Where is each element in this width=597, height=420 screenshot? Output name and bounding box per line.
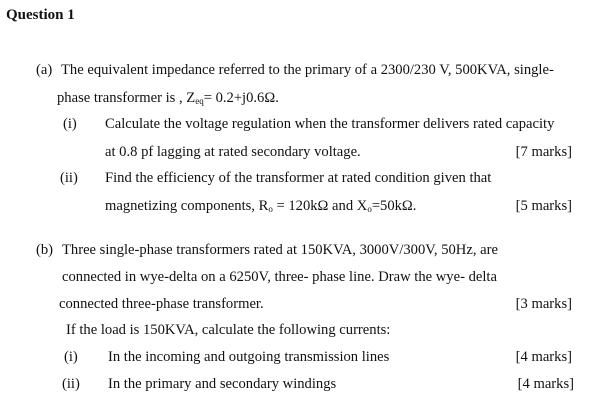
part-a-item-i-label: (i) (63, 116, 77, 132)
part-b-item-i-marks: [4 marks] (515, 349, 572, 365)
part-b-item-i-label: (i) (64, 349, 78, 365)
part-b-item-ii-text: In the primary and secondary windings (108, 376, 337, 392)
part-b-line3-marks: [3 marks] (515, 296, 572, 312)
part-b-item-ii-label: (ii) (62, 376, 80, 392)
part-a-item-i-marks: [7 marks] (515, 144, 572, 160)
part-a-line2-suffix: = 0.2+j0.6Ω. (203, 90, 279, 106)
question-title: Question 1 (6, 7, 75, 23)
part-a-label: (a) (36, 62, 53, 78)
part-b-item-ii-marks: [4 marks] (517, 376, 574, 392)
part-a-item-i-line2: at 0.8 pf lagging at rated secondary voltage. (105, 144, 361, 160)
part-a-item-ii-line2-a: magnetizing components, R (105, 198, 269, 214)
part-b-line3: connected three-phase transformer. (59, 296, 264, 312)
part-b-line2: connected in wye-delta on a 6250V, three- phase line. Draw the wye- delta (62, 269, 497, 285)
part-a-line1: The equivalent impedance referred to the primary of a 2300/230 V, 500KVA, single- (61, 62, 554, 78)
part-a-item-ii-marks: [5 marks] (515, 198, 572, 214)
part-a-line2 (57, 91, 279, 106)
part-a-item-ii-label: (ii) (60, 170, 78, 186)
part-a-line2-prefix: phase transformer is , Z (57, 90, 196, 106)
part-b-label: (b) (36, 242, 54, 258)
part-a-line2-sub: eq (195, 96, 204, 106)
part-a-item-ii-sub1: o (268, 204, 273, 214)
part-b-item-i-text: In the incoming and outgoing transmission lines (108, 349, 390, 365)
part-a-item-i-line1: Calculate the voltage regulation when the transformer delivers rated capacity (105, 116, 555, 132)
part-a-item-ii-line2-b: = 120kΩ and X (272, 198, 368, 214)
part-a-item-ii-line1: Find the efficiency of the transformer at rated condition given that (105, 170, 492, 186)
part-a-item-ii-line2 (105, 199, 416, 214)
part-b-line1: Three single-phase transformers rated at 150KVA, 3000V/300V, 50Hz, are (62, 242, 498, 258)
part-b-line4: If the load is 150KVA, calculate the following currents: (66, 322, 391, 338)
part-a-item-ii-sub2: o (367, 204, 372, 214)
part-a-item-ii-line2-c: =50kΩ. (371, 198, 417, 214)
